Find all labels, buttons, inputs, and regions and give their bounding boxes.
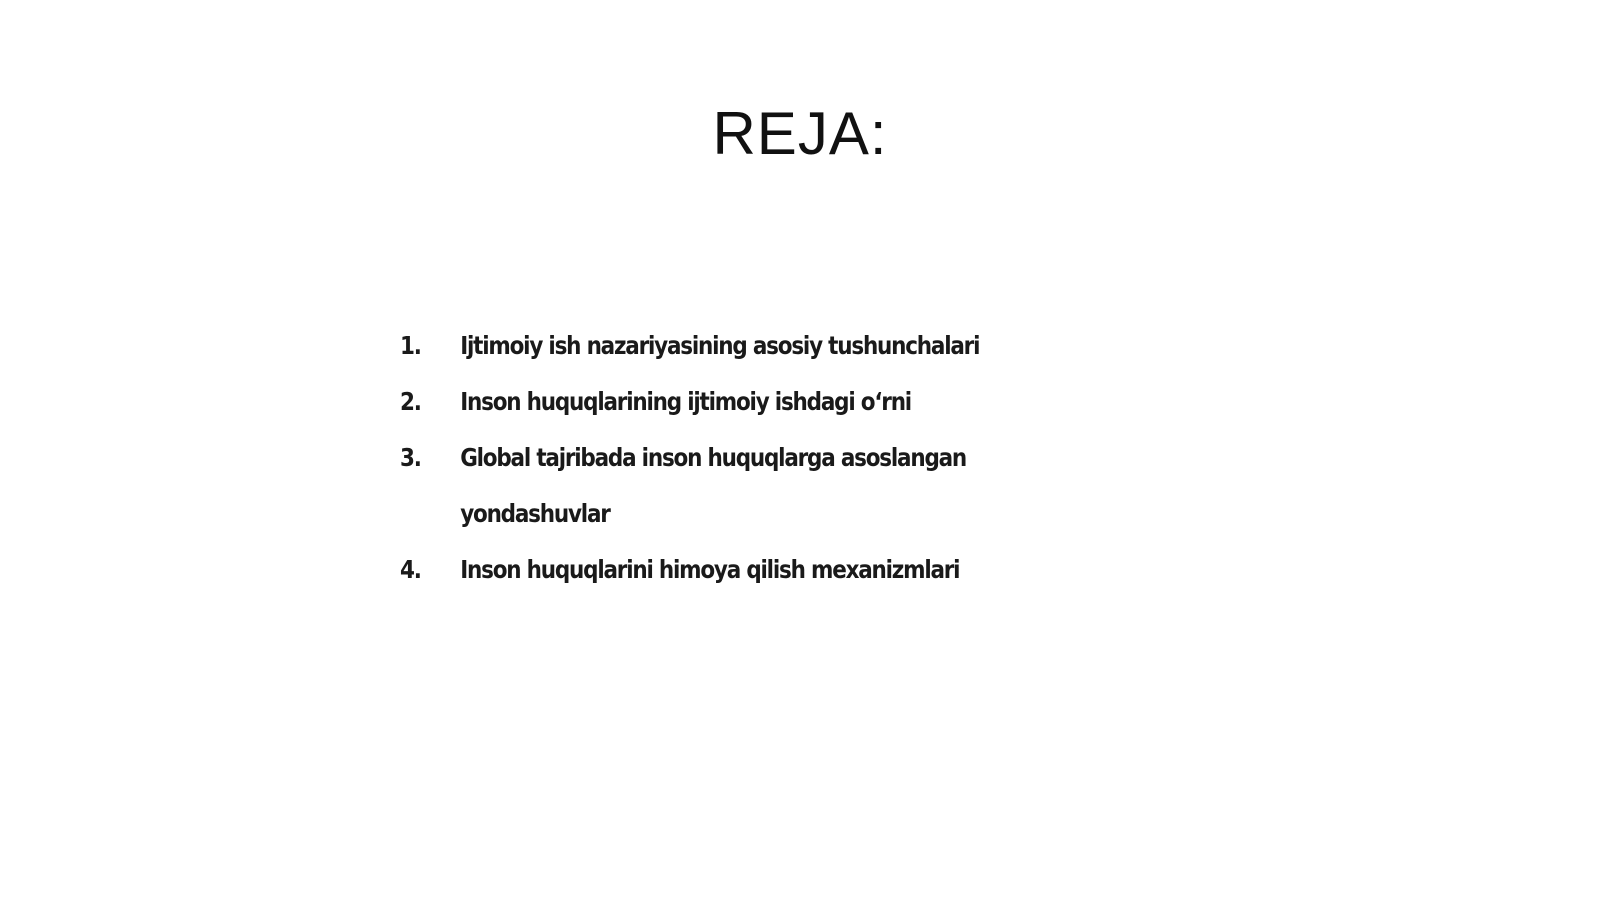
plan-item-number: 2. (400, 387, 421, 416)
plan-item-4 (400, 542, 1002, 598)
plan-item-1 (400, 318, 1002, 374)
plan-list (400, 318, 1100, 598)
plan-item-text: Global tajribada inson huquqlarga asoslangan yondashuvlar (460, 443, 967, 528)
plan-item-number: 3. (400, 443, 421, 472)
plan-item-number: 4. (400, 555, 421, 584)
plan-item-number: 1. (400, 331, 421, 360)
plan-item-2 (400, 374, 1002, 430)
slide-title: REJA: (712, 100, 888, 167)
plan-item-text: Inson huquqlarining ijtimoiy ishdagi o‘rni (460, 387, 911, 416)
plan-item-text: Ijtimoiy ish nazariyasining asosiy tushunchalari (460, 331, 980, 360)
plan-item-text: Inson huquqlarini himoya qilish mexanizmlari (460, 555, 960, 584)
plan-item-3 (400, 430, 1002, 542)
